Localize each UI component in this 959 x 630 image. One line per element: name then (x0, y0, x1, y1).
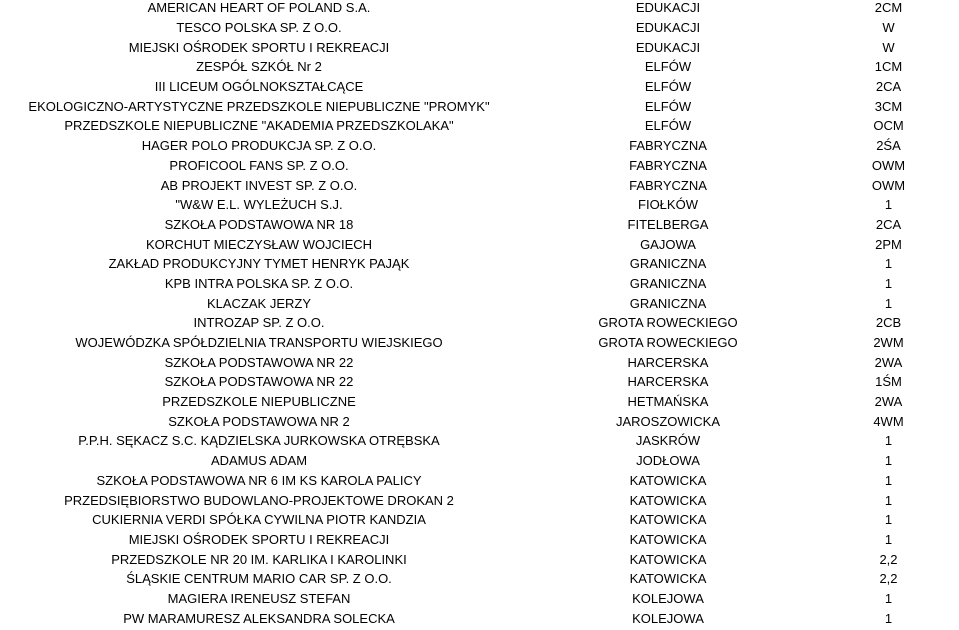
building-number-cell: 2,2 (879, 551, 898, 567)
table-row (0, 530, 959, 550)
table-row (0, 490, 959, 510)
table-row (0, 471, 959, 491)
building-number-cell: 1 (884, 275, 893, 291)
building-number-cell: 1 (884, 472, 893, 488)
entity-name-cell: "W&W E.L. WYLEŻUCH S.J. (175, 197, 343, 213)
table-row (0, 116, 959, 136)
table-row (0, 96, 959, 116)
street-cell: KATOWICKA (629, 512, 707, 528)
building-number-cell: 2WA (874, 394, 903, 410)
table-row (0, 18, 959, 38)
street-cell: KATOWICKA (629, 472, 707, 488)
building-number-cell: 1 (884, 256, 893, 272)
entity-name-cell: MAGIERA IRENEUSZ STEFAN (167, 590, 351, 606)
entity-name-cell: PRZEDSZKOLE NIEPUBLICZNE (162, 394, 356, 410)
building-number-cell: 2WM (873, 335, 904, 351)
entity-name-cell: AB PROJEKT INVEST SP. Z O.O. (160, 177, 358, 193)
table-row (0, 37, 959, 57)
entity-name-cell: CUKIERNIA VERDI SPÓŁKA CYWILNA PIOTR KANDZIA (92, 512, 426, 528)
building-number-cell: 2CB (875, 315, 902, 331)
building-number-cell: 2WA (874, 354, 903, 370)
building-number-cell: 1 (884, 453, 893, 469)
building-number-cell: OCM (873, 118, 904, 134)
table-row (0, 57, 959, 77)
table-row (0, 608, 959, 628)
street-cell: GRANICZNA (629, 275, 707, 291)
building-number-cell: 1 (884, 197, 893, 213)
building-number-cell: 1 (884, 512, 893, 528)
building-number-cell: 3CM (874, 98, 903, 114)
table-row (0, 293, 959, 313)
table-row (0, 411, 959, 431)
entity-name-cell: AMERICAN HEART OF POLAND S.A. (147, 0, 371, 16)
table-row (0, 333, 959, 353)
street-cell: ELFÓW (644, 118, 692, 134)
building-number-cell: 1 (884, 610, 893, 626)
entity-name-cell: ZESPÓŁ SZKÓŁ Nr 2 (196, 59, 322, 75)
entity-name-cell: PW MARAMURESZ ALEKSANDRA SOLECKA (123, 610, 395, 626)
entity-name-cell: ADAMUS ADAM (210, 453, 308, 469)
street-cell: FABRYCZNA (629, 138, 707, 154)
table-row (0, 254, 959, 274)
street-cell: HARCERSKA (627, 354, 709, 370)
entity-name-cell: KPB INTRA POLSKA SP. Z O.O. (164, 275, 354, 291)
table-row (0, 372, 959, 392)
street-cell: KATOWICKA (629, 571, 707, 587)
street-cell: KOLEJOWA (632, 590, 704, 606)
entity-name-cell: MIEJSKI OŚRODEK SPORTU I REKREACJI (128, 39, 390, 55)
table-row (0, 0, 959, 18)
building-number-cell: 1 (884, 492, 893, 508)
table-row (0, 451, 959, 471)
entity-name-cell: TESCO POLSKA SP. Z O.O. (176, 20, 342, 36)
building-number-cell: 1 (884, 433, 893, 449)
building-number-cell: 1 (884, 295, 893, 311)
street-cell: EDUKACJI (635, 39, 701, 55)
street-cell: JODŁOWA (636, 453, 700, 469)
entity-name-cell: MIEJSKI OŚRODEK SPORTU I REKREACJI (128, 531, 390, 547)
entity-name-cell: SZKOŁA PODSTAWOWA NR 6 IM KS KAROLA PALICY (96, 472, 422, 488)
table-row (0, 589, 959, 609)
building-number-cell: 2PM (875, 236, 902, 252)
table-row (0, 156, 959, 176)
street-cell: GROTA ROWECKIEGO (598, 315, 738, 331)
entity-name-cell: KLACZAK JERZY (206, 295, 312, 311)
table-row (0, 549, 959, 569)
street-cell: FIOŁKÓW (638, 197, 698, 213)
table-row (0, 274, 959, 294)
entity-name-cell: PRZEDSIĘBIORSTWO BUDOWLANO-PROJEKTOWE DROKAN 2 (64, 492, 454, 508)
building-number-cell: OWM (871, 177, 906, 193)
street-cell: ELFÓW (644, 98, 692, 114)
street-cell: FITELBERGA (627, 216, 709, 232)
street-cell: JAROSZOWICKA (615, 413, 720, 429)
building-number-cell: 2ŚA (876, 138, 901, 154)
street-cell: ELFÓW (644, 79, 692, 95)
street-cell: FABRYCZNA (629, 177, 707, 193)
entity-name-cell: ŚLĄSKIE CENTRUM MARIO CAR SP. Z O.O. (126, 571, 392, 587)
building-number-cell: W (882, 20, 895, 36)
entity-name-cell: PRZEDSZKOLE NR 20 IM. KARLIKA I KAROLINKI (111, 551, 407, 567)
building-number-cell: 4WM (873, 413, 904, 429)
street-cell: GRANICZNA (629, 295, 707, 311)
table-row (0, 569, 959, 589)
entity-name-cell: PRZEDSZKOLE NIEPUBLICZNE "AKADEMIA PRZEDSZKOLAKA" (64, 118, 454, 134)
street-cell: GROTA ROWECKIEGO (598, 335, 738, 351)
entity-name-cell: P.P.H. SĘKACZ S.C. KĄDZIELSKA JURKOWSKA OTRĘBSKA (78, 433, 440, 449)
street-cell: GRANICZNA (629, 256, 707, 272)
building-number-cell: 2CM (874, 0, 903, 16)
table-row (0, 431, 959, 451)
street-cell: KATOWICKA (629, 492, 707, 508)
street-cell: KOLEJOWA (632, 610, 704, 626)
building-number-cell: 1 (884, 590, 893, 606)
entity-name-cell: SZKOŁA PODSTAWOWA NR 18 (164, 216, 354, 232)
table-row (0, 352, 959, 372)
entity-name-cell: HAGER POLO PRODUKCJA SP. Z O.O. (141, 138, 377, 154)
entity-name-cell: WOJEWÓDZKA SPÓŁDZIELNIA TRANSPORTU WIEJSKIEGO (75, 335, 443, 351)
street-cell: KATOWICKA (629, 531, 707, 547)
entity-name-cell: PROFICOOL FANS SP. Z O.O. (169, 157, 349, 173)
street-cell: GAJOWA (640, 236, 696, 252)
street-cell: HARCERSKA (627, 374, 709, 390)
table-row (0, 175, 959, 195)
street-cell: EDUKACJI (635, 20, 701, 36)
entity-name-cell: ZAKŁAD PRODUKCYJNY TYMET HENRYK PAJĄK (108, 256, 410, 272)
building-number-cell: 2CA (875, 216, 902, 232)
building-number-cell: 1ŚM (875, 374, 902, 390)
street-cell: HETMAŃSKA (627, 394, 709, 410)
street-cell: EDUKACJI (635, 0, 701, 16)
table-row (0, 510, 959, 530)
table-row (0, 136, 959, 156)
table-row (0, 77, 959, 97)
building-number-cell: 1 (884, 531, 893, 547)
entity-name-cell: INTROZAP SP. Z O.O. (193, 315, 325, 331)
table-row (0, 195, 959, 215)
entity-name-cell: SZKOŁA PODSTAWOWA NR 2 (168, 413, 350, 429)
street-cell: ELFÓW (644, 59, 692, 75)
entity-name-cell: EKOLOGICZNO-ARTYSTYCZNE PRZEDSZKOLE NIEPUBLICZNE "PROMYK" (28, 98, 490, 114)
entity-name-cell: SZKOŁA PODSTAWOWA NR 22 (164, 354, 354, 370)
building-number-cell: OWM (871, 157, 906, 173)
building-number-cell: 2,2 (879, 571, 898, 587)
entity-name-cell: SZKOŁA PODSTAWOWA NR 22 (164, 374, 354, 390)
building-number-cell: 1CM (874, 59, 903, 75)
entity-name-cell: KORCHUT MIECZYSŁAW WOJCIECH (145, 236, 373, 252)
table-row (0, 392, 959, 412)
building-number-cell: W (882, 39, 895, 55)
table-row (0, 234, 959, 254)
table-row (0, 215, 959, 235)
building-number-cell: 2CA (875, 79, 902, 95)
street-cell: FABRYCZNA (629, 157, 707, 173)
street-cell: JASKRÓW (635, 433, 701, 449)
street-cell: KATOWICKA (629, 551, 707, 567)
table-row (0, 313, 959, 333)
entity-name-cell: III LICEUM OGÓLNOKSZTAŁCĄCE (154, 79, 364, 95)
